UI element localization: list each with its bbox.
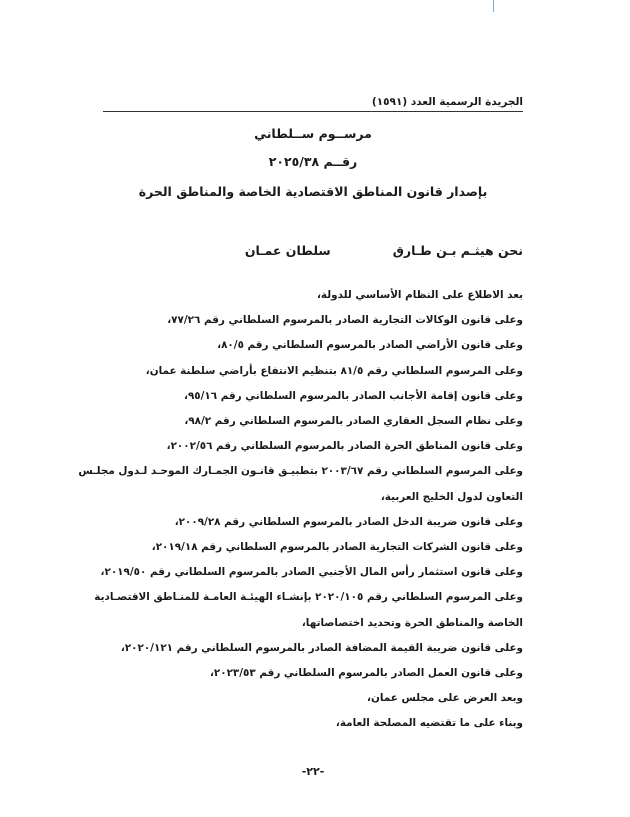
ruler-name: نحن هيثـم بـن طـارق (392, 243, 523, 258)
preamble-line: وعلى المرسوم السلطاني رقم ٨١/٥ بتنظيم الانتفاع بأراضي سلطنة عمان، (145, 364, 523, 377)
preamble-line: وعلى قانون الوكالات التجارية الصادر بالمرسوم السلطاني رقم ٧٧/٢٦، (167, 314, 523, 327)
preamble-line: وعلى المرسوم السلطاني رقم ٢٠٠٣/٦٧ بتطبيـق قانـون الجمـارك الموحـد لـدول مجلـس (78, 465, 523, 478)
preamble-line: وعلى قانون الأراضي الصادر بالمرسوم السلطاني رقم ٨٠/٥، (217, 339, 523, 352)
decree-subject: بإصدار قانون المناطق الاقتصادية الخاصة والمناطق الحرة (138, 184, 488, 199)
page-number: -٢٢- (301, 765, 325, 778)
preamble-line: وعلى قانون الشركات التجارية الصادر بالمرسوم السلطاني رقم ٢٠١٩/١٨، (151, 541, 523, 554)
preamble-line: وعلى قانون العمل الصادر بالمرسوم السلطاني رقم ٢٠٢٣/٥٣، (209, 667, 523, 680)
decree-kind: مرســوم ســلطاني (254, 126, 372, 141)
preamble-line: التعاون لدول الخليج العربية، (380, 490, 523, 503)
decree-number: رقــم ٢٠٢٥/٣٨ (268, 154, 358, 169)
preamble (78, 283, 523, 737)
preamble-line: وعلى قانون ضريبة الدخل الصادر بالمرسوم السلطاني رقم ٢٠٠٩/٢٨، (174, 515, 523, 528)
preamble-line: وبعد العرض على مجلس عمان، (367, 692, 523, 705)
ruler-line (103, 243, 523, 258)
ruler-title: سلطان عمـان (244, 243, 331, 258)
preamble-line: وعلى قانون إقامة الأجانب الصادر بالمرسوم السلطاني رقم ٩٥/١٦، (183, 389, 523, 402)
gazette-header: الجريدة الرسمية العدد (١٥٩١) (103, 96, 523, 112)
preamble-line: وعلى قانون استثمار رأس المال الأجنبي الصادر بالمرسوم السلطاني رقم ٢٠١٩/٥٠، (100, 566, 523, 579)
preamble-line: وعلى نظام السجل العقاري الصادر بالمرسوم السلطاني رقم ٩٨/٢، (184, 415, 523, 428)
page-edge-marker (493, 0, 494, 12)
preamble-line: وعلى قانون ضريبة القيمة المضافة الصادر بالمرسوم السلطاني رقم ٢٠٢٠/١٢١، (120, 641, 523, 654)
preamble-line: بعد الاطلاع على النظام الأساسي للدولة، (316, 289, 523, 301)
preamble-line: وعلى المرسوم السلطاني رقم ٢٠٢٠/١٠٥ بإنشـاء الهيئـة العامـة للمنـاطق الاقتصـادية (94, 591, 523, 604)
preamble-line: وبناء على ما تقتضيه المصلحة العامة، (335, 717, 523, 730)
preamble-line: وعلى قانون المناطق الحرة الصادر بالمرسوم السلطاني رقم ٢٠٠٢/٥٦، (166, 440, 523, 453)
preamble-line: الخاصة والمناطق الحرة وتحديد اختصاصاتها، (301, 616, 523, 629)
